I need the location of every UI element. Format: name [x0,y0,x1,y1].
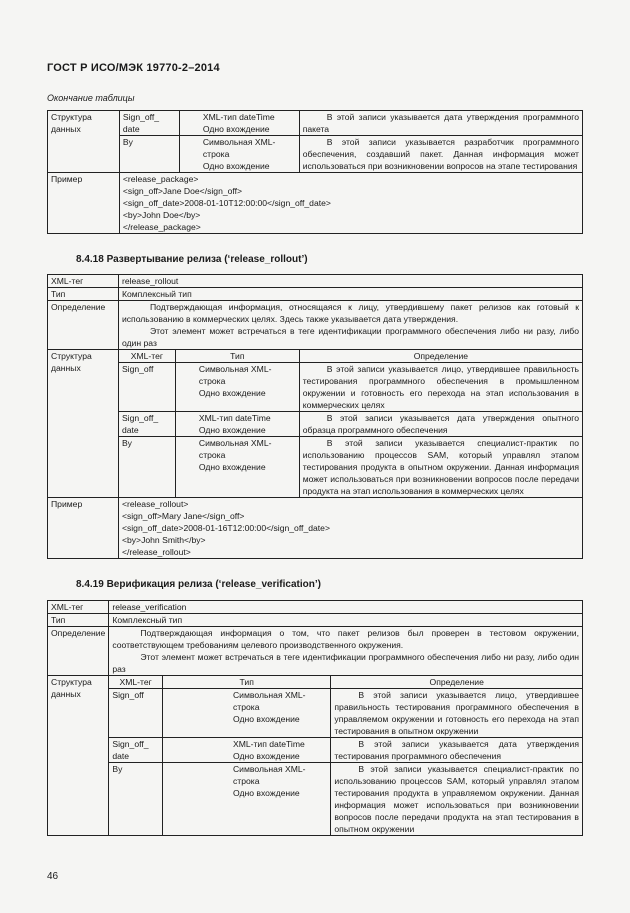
value-definition: Подтверждающая информация о том, что пакет релизов был проверен в тестовом окружении, соответствующем требованиям целевого производственного окружения. Этот элемент может встречаться в теге идентификации программного обеспечения либо ни разу, либо один раз [109,627,583,676]
section-title-rollout: 8.4.18 Развертывание релиза (‘release_rollout’) [76,254,308,265]
col-header-tag: XML-тег [118,350,175,363]
table-release-rollout [47,274,583,559]
field-tag: Sign_off_ date [119,111,179,136]
field-type: Символьная XML-строка Одно вхождение [162,689,330,738]
field-type: XML-тип dateTime Одно вхождение [175,412,299,437]
col-header-type: Тип [162,676,330,689]
value-xml-tag: release_verification [109,601,583,614]
label-xml-tag: XML-тег [48,601,109,614]
field-definition: В этой записи указывается лицо, утвердившее правильность тестирования программного обеспечения в управляемом окружении и готовность его перехода на этап тестирования в опытном окружении [331,689,583,738]
table-row [48,498,583,559]
col-header-definition: Определение [299,350,582,363]
table-row [48,437,583,498]
table-row [48,601,583,614]
document-header: ГОСТ Р ИСО/МЭК 19770-2–2014 [47,62,220,74]
field-tag: Sign_off [109,689,163,738]
table-row [48,275,583,288]
field-definition: В этой записи указывается дата утверждения тестирования программного обеспечения [331,738,583,763]
field-type: Символьная XML-строка Одно вхождение [175,363,299,412]
table-row [48,173,583,234]
struct-label: Структура данных [48,111,120,173]
label-type: Тип [48,614,109,627]
struct-label: Структура данных [48,676,109,836]
col-header-definition: Определение [331,676,583,689]
table-row [48,111,583,136]
table-row [48,676,583,689]
table-row [48,614,583,627]
table-release-verification [47,600,583,836]
value-type: Комплексный тип [118,288,582,301]
example-code: <release_package> <sign_off>Jane Doe</sign_off> <sign_off_date>2008-01-10T12:00:00</sign_off_date> <by>John Doe</by> </release_package> [119,173,582,234]
table-row [48,288,583,301]
table-row [48,738,583,763]
field-type: Символьная XML-строка Одно вхождение [162,763,330,836]
example-code: <release_rollout> <sign_off>Mary Jane</sign_off> <sign_off_date>2008-01-16T12:00:00</sign_off_date> <by>John Smith</by> </release_rollout> [118,498,582,559]
field-type: Символьная XML-строка Одно вхождение [175,437,299,498]
col-header-type: Тип [175,350,299,363]
table-row [48,689,583,738]
page-number: 46 [47,871,59,882]
table-row [48,627,583,676]
example-label: Пример [48,498,119,559]
table-row [48,763,583,836]
field-type: XML-тип dateTime Одно вхождение [179,111,299,136]
value-xml-tag: release_rollout [118,275,582,288]
field-definition: В этой записи указывается лицо, утвердившее правильность тестирования программного обеспечения в промышленном окружении и готовность его перехода на этап использования в коммерческих целях [299,363,582,412]
example-label: Пример [48,173,120,234]
field-definition: В этой записи указывается дата утверждения программного пакета [299,111,582,136]
value-definition: Подтверждающая информация, относящаяся к лицу, утвердившему пакет релизов как готовый к использованию в коммерческих целях. Здесь также указывается дата утверждения. Этот элемент может встречаться в теге идентификации программного обеспечения либо ни разу, либо один раз [118,301,582,350]
field-tag: Sign_off_ date [109,738,163,763]
label-type: Тип [48,288,119,301]
table-row [48,136,583,173]
continuation-label: Окончание таблицы [47,93,135,103]
col-header-tag: XML-тег [109,676,163,689]
label-xml-tag: XML-тег [48,275,119,288]
field-tag: Sign_off_ date [118,412,175,437]
field-definition: В этой записи указывается специалист-практик по использованию процессов SAM, который управлял этапом тестирования продукта в управляемом окружении. Данная информация может использоваться при возникновении вопросов после передачи продукта на этап тестирования в опытном окружении [331,763,583,836]
field-tag: By [118,437,175,498]
field-definition: В этой записи указывается дата утверждения опытного образца программного обеспечения [299,412,582,437]
value-type: Комплексный тип [109,614,583,627]
section-title-verification: 8.4.19 Верификация релиза (‘release_verification’) [76,579,321,590]
label-definition: Определение [48,627,109,676]
table-row [48,301,583,350]
field-tag: By [119,136,179,173]
field-tag: Sign_off [118,363,175,412]
table-row [48,350,583,363]
struct-label: Структура данных [48,350,119,498]
field-definition: В этой записи указывается разработчик программного обеспечения, создавший пакет. Данная информация может использоваться при возникновении вопросов на этапе тестирования [299,136,582,173]
field-tag: By [109,763,163,836]
table-row [48,412,583,437]
table-continuation [47,110,583,234]
field-type: Символьная XML-строка Одно вхождение [179,136,299,173]
field-definition: В этой записи указывается специалист-практик по использованию процессов SAM, который управлял этапом тестирования продукта в опытном окружении. Данная информация может использоваться при возникновении вопросов после передачи продукта на этап использования в коммерческих целях [299,437,582,498]
field-type: XML-тип dateTime Одно вхождение [162,738,330,763]
table-row [48,363,583,412]
label-definition: Определение [48,301,119,350]
